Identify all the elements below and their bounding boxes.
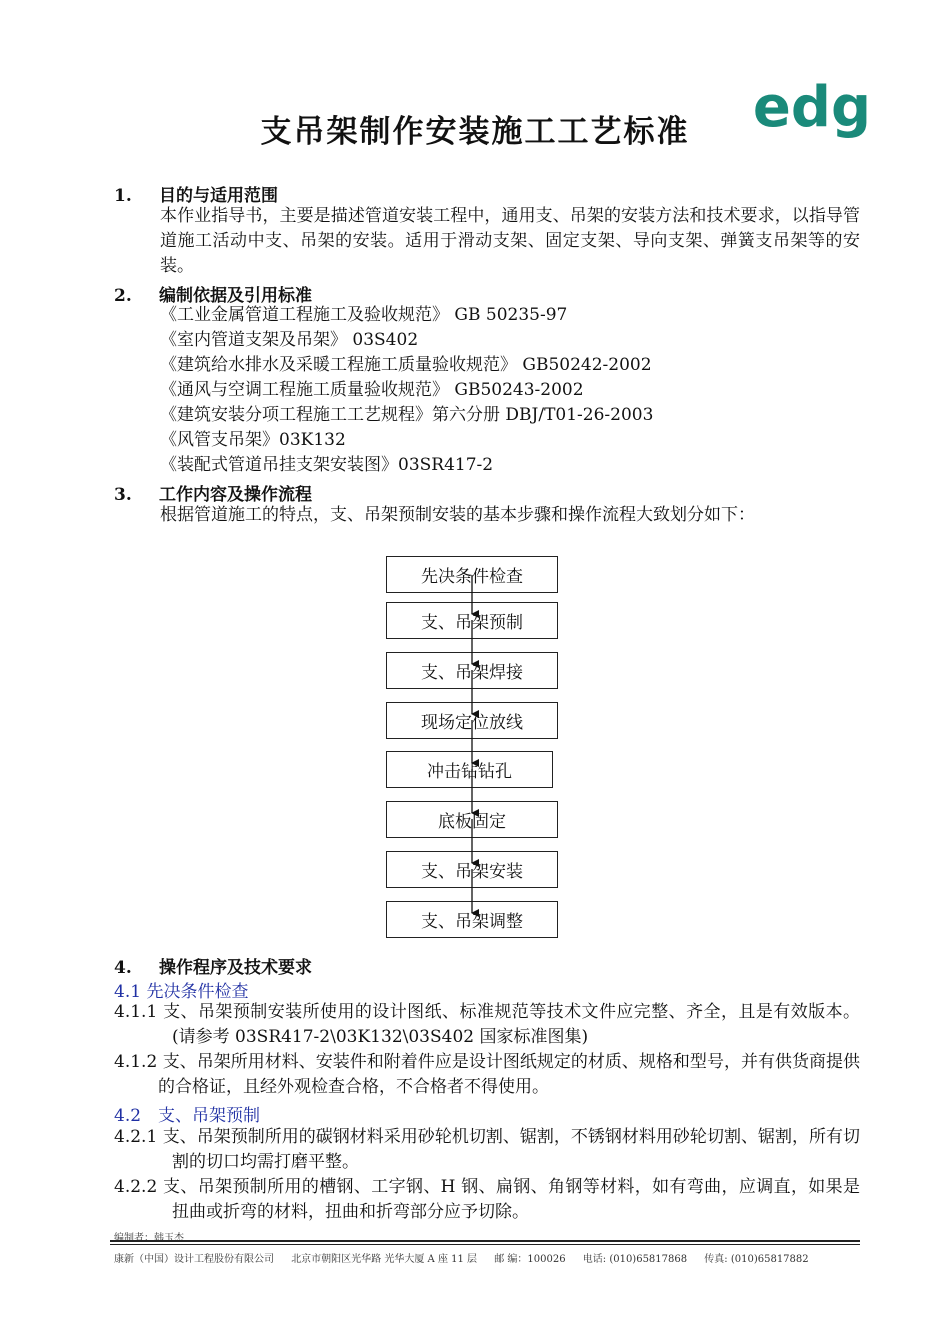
section-title: 操作程序及技术要求 [159,958,312,978]
reference-item: 《装配式管道吊挂支架安装图》03SR417-2 [160,455,494,475]
reference-item: 《建筑给水排水及采暖工程施工质量验收规范》 GB50242-2002 [160,355,652,375]
section-1-heading [114,181,278,206]
footer-phone: 电话: (010)65817868 [582,1254,688,1265]
flow-step-7: 支、吊架安装 [386,851,558,888]
section-1-body: 本作业指导书，主要是描述管道安装工程中，通用支、吊架的安装方法和技术要求，以指导管道施工活动中支、吊架的安装。适用于滑动支架、固定支架、导向支架、弹簧支吊架等的安装。 [160,206,860,276]
subsection-4-2: 4.2 支、吊架预制 [114,1106,261,1126]
item-4-2-1 [114,1125,860,1175]
footer-postcode: 邮 编：100026 [494,1254,566,1265]
footer-company: 康新（中国）设计工程股份有限公司 [114,1254,274,1265]
section-number: 1. [114,186,132,206]
section-title: 工作内容及操作流程 [159,485,312,505]
item-4-1-1 [114,1000,860,1050]
flow-step-3: 支、吊架焊接 [386,652,558,689]
item-text: 支、吊架预制安装所使用的设计图纸、标准规范等技术文件应完整、齐全，且是有效版本。(请参考 03SR417-2\03K132\03S402 国家标准图集) [163,1002,861,1047]
footer-info [114,1250,823,1265]
item-number: 4.2.2 [114,1177,158,1197]
svg-text:edg: edg [752,75,872,140]
footer-divider-thin [110,1244,860,1245]
item-4-1-2 [114,1050,860,1100]
section-number: 4. [114,958,132,978]
section-3-heading [114,480,312,505]
section-number: 3. [114,485,132,505]
item-text: 支、吊架预制所用的槽钢、工字钢、H 钢、扁钢、角钢等材料，如有弯曲，应调直，如果是扭曲或折弯的材料，扭曲和折弯部分应予切除。 [163,1177,860,1222]
reference-item: 《风管支吊架》03K132 [160,430,346,450]
reference-item: 《建筑安装分项工程施工工艺规程》第六分册 DBJ/T01-26-2003 [160,405,654,425]
reference-item: 《通风与空调工程施工质量验收规范》 GB50243-2002 [160,380,584,400]
reference-item: 《工业金属管道工程施工及验收规范》 GB 50235-97 [160,305,568,325]
reference-list [160,303,653,478]
item-number: 4.1.2 [114,1052,158,1072]
footer-address: 北京市朝阳区光华路 光华大厦 A 座 11 层 [291,1254,478,1265]
item-text: 支、吊架所用材料、安装件和附着件应是设计图纸规定的材质、规格和型号，并有供货商提供的合格证，且经外观检查合格，不合格者不得使用。 [158,1052,861,1097]
section-3-body: 根据管道施工的特点，支、吊架预制安装的基本步骤和操作流程大致划分如下： [160,505,755,525]
section-title: 编制依据及引用标准 [159,286,312,306]
subsection-4-1: 4.1 先决条件检查 [114,982,249,1002]
footer-divider [110,1240,860,1242]
flow-step-4: 现场定位放线 [386,702,558,739]
section-4-heading [114,953,312,978]
item-4-2-2 [114,1175,860,1225]
flow-step-8: 支、吊架调整 [386,901,558,938]
item-number: 4.1.1 [114,1002,158,1022]
section-number: 2. [114,286,132,306]
item-text: 支、吊架预制所用的碳钢材料采用砂轮机切割、锯割，不锈钢材料用砂轮切割、锯割，所有切割的切口均需打磨平整。 [162,1127,861,1172]
reference-item: 《室内管道支架及吊架》 03S402 [160,330,419,350]
item-number: 4.2.1 [114,1127,158,1147]
flow-step-2: 支、吊架预制 [386,602,558,639]
flow-step-1: 先决条件检查 [386,556,558,593]
section-title: 目的与适用范围 [159,186,278,206]
footer-fax: 传真: (010)65817882 [704,1254,809,1265]
footer-author: 编制者：韩玉杰 [114,1233,184,1244]
page-title: 支吊架制作安装施工工艺标准 [260,114,690,150]
flow-step-6: 底板固定 [386,801,558,838]
flow-step-5: 冲击钻钻孔 [386,751,553,788]
